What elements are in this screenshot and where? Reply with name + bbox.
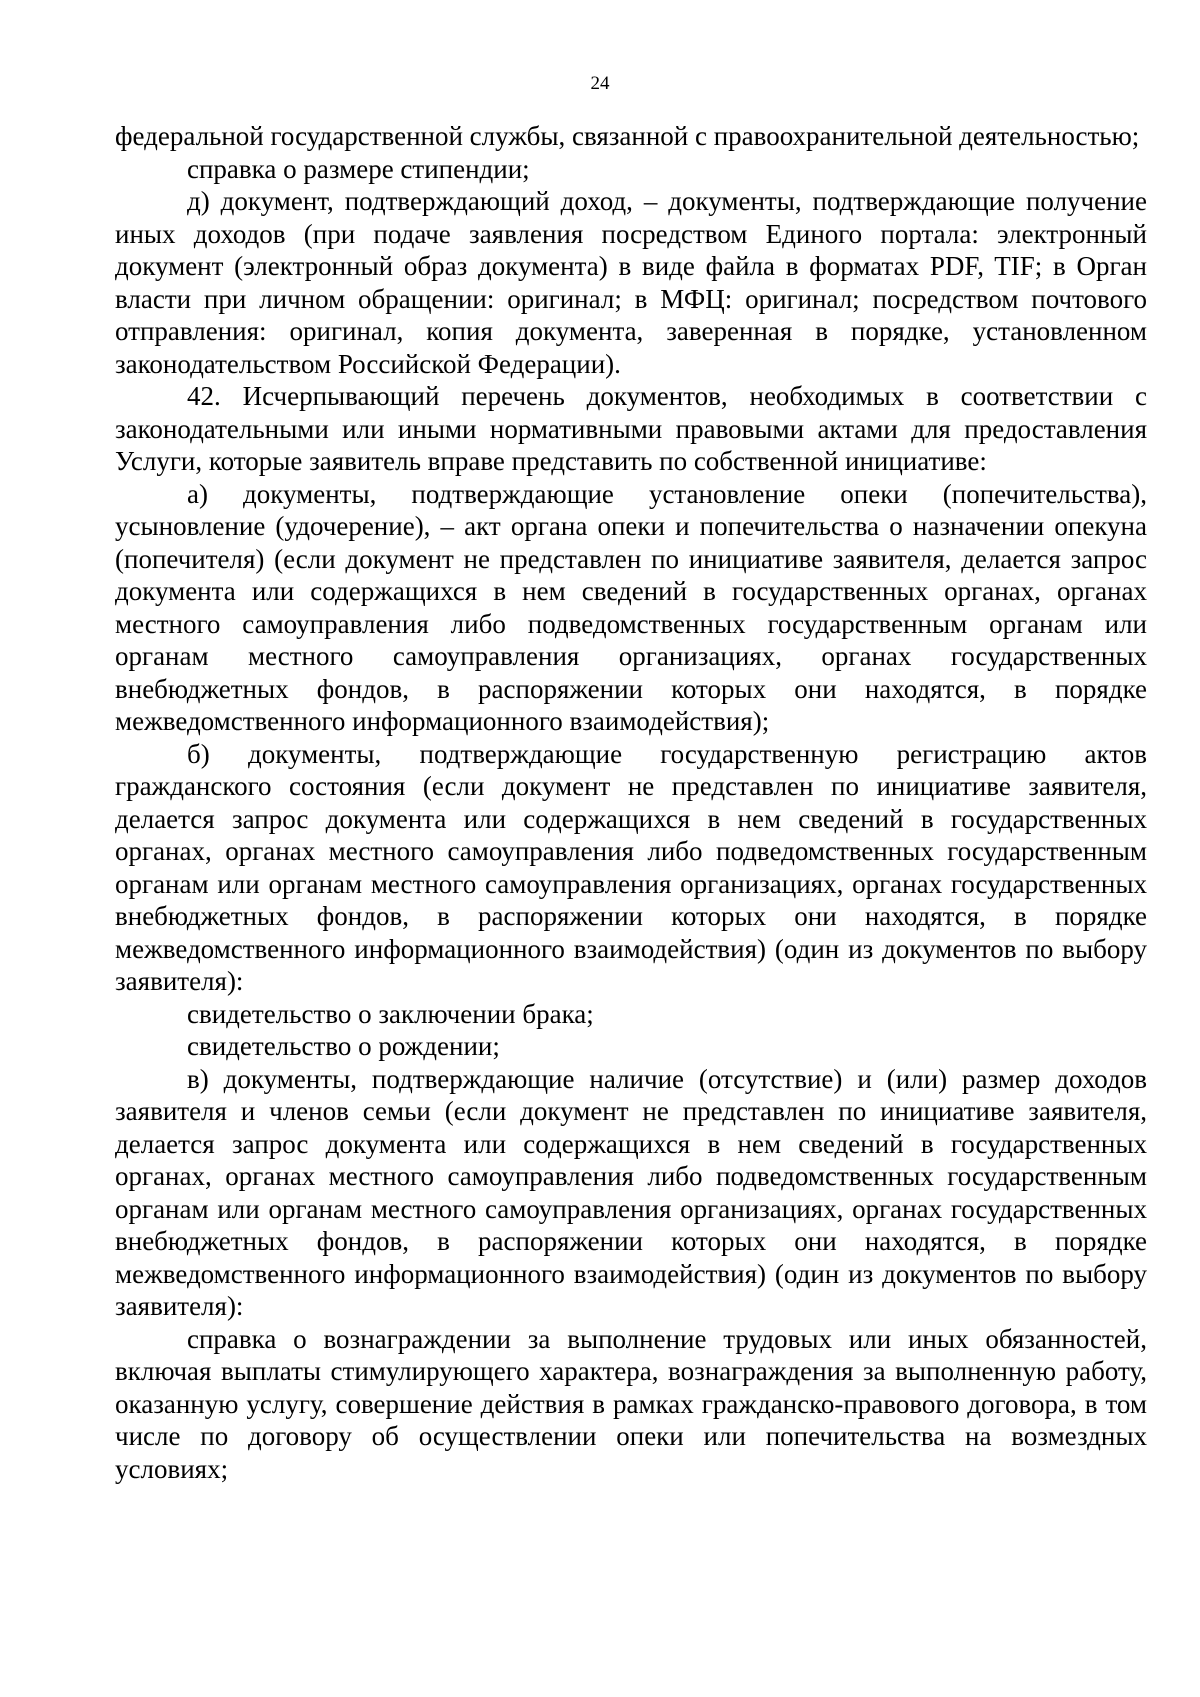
paragraph: в) документы, подтверждающие наличие (отсутствие) и (или) размер доходов заявителя и членов семьи (если документ не представлен по инициативе заявителя, делается запрос документа или содержащихся в нем сведений в государственных органах, органах местного самоуправления либо подведомственных государственным органам или органам местного самоуправления организациях, органах государственных внебюджетных фондов, в распоряжении которых они находятся, в порядке межведомственного информационного взаимодействия) (один из документов по выбору заявителя): — [115, 1063, 1147, 1321]
document-body — [115, 120, 1147, 1485]
paragraph: свидетельство о заключении брака; — [187, 998, 594, 1029]
paragraph: а) документы, подтверждающие установление опеки (попечительства), усыновление (удочерение), – акт органа опеки и попечительства о назначении опекуна (попечителя) (если документ не представлен по инициативе заявителя, делается запрос документа или содержащихся в нем сведений в государственных органах, органах местного самоуправления либо подведомственных государственным органам или органам местного самоуправления организациях, органах государственных внебюджетных фондов, в распоряжении которых они находятся, в порядке межведомственного информационного взаимодействия); — [115, 478, 1147, 736]
paragraph: справка о размере стипендии; — [187, 153, 530, 184]
paragraph: 42. Исчерпывающий перечень документов, необходимых в соответствии с законодательными или иными нормативными правовыми актами для предоставления Услуги, которые заявитель вправе представить по собственной инициативе: — [115, 381, 1147, 476]
paragraph: свидетельство о рождении; — [187, 1031, 500, 1061]
paragraph: д) документ, подтверждающий доход, – документы, подтверждающие получение иных доходов (при подаче заявления посредством Единого портала: электронный документ (электронный образ документа) в виде файла в форматах PDF, TIF; в Орган власти при личном обращении: оригинал; в МФЦ: оригинал; посредством почтового отправления: оригинал, копия документа, заверенная в порядке, установленном законодательством Российской Федерации). — [115, 186, 1147, 379]
paragraph: федеральной государственной службы, связанной с правоохранительной деятельностью; — [115, 121, 1140, 151]
paragraph: справка о вознаграждении за выполнение трудовых или иных обязанностей, включая выплаты стимулирующего характера, вознаграждения за выполненную работу, оказанную услугу, совершение действия в рамках гражданско-правового договора, в том числе по договору об осуществлении опеки или попечительства на возмездных условиях; — [115, 1323, 1147, 1484]
paragraph: б) документы, подтверждающие государственную регистрацию актов гражданского состояния (если документ не представлен по инициативе заявителя, делается запрос документа или содержащихся в нем сведений в государственных органах, органах местного самоуправления либо подведомственных государственным органам или органам местного самоуправления организациях, органах государственных внебюджетных фондов, в распоряжении которых они находятся, в порядке межведомственного информационного взаимодействия) (один из документов по выбору заявителя): — [115, 738, 1147, 996]
page-number: 24 — [590, 73, 610, 94]
